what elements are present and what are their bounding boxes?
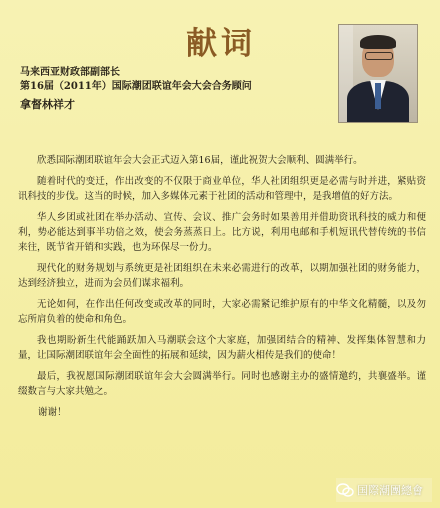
paragraph: 我也期盼新生代能踊跃加入马潮联会这个大家庭，加强团结合的精神、发挥集体智慧和力量，让国际潮团联谊年会全面性的拓展和延续，因为薪火相传是我们的使命！ xyxy=(18,335,426,361)
portrait-hair xyxy=(360,35,396,49)
author-block xyxy=(20,66,330,112)
author-portrait xyxy=(338,24,418,123)
paragraph: 无论如何，在作出任何改变或改革的同时，大家必需紧记维护原有的中华文化精髓，以及勿忘所肩负着的使命和角色。 xyxy=(18,299,426,325)
portrait-glasses xyxy=(365,52,393,60)
paragraph: 华人乡团或社团在举办活动、宣传、会议、推广会务时如果善用并借助资讯科技的威力和便利，势必能达到事半功倍之效，使会务蒸蒸日上。比方说，利用电邮和手机短讯代替传统的书信来往，既节省开销和实践，也为环保尽一份力。 xyxy=(18,212,426,253)
page-title: 献词 xyxy=(186,26,256,62)
portrait-tie xyxy=(375,83,381,109)
author-role: 第16届（2011年）国际潮团联谊年会大会合务顾问 xyxy=(20,81,252,92)
paragraph: 随着时代的变迁，作出改变的不仅限于商业单位，华人社团组织更是必需与时并进，紧贴资讯科技的步伐。这当的时候，加入多媒体元素于社团的活动和管理中，是我增值的好方法。 xyxy=(18,176,426,202)
watermark-text: 国際潮團總會 xyxy=(357,484,423,497)
author-name: 拿督林祥才 xyxy=(20,98,75,111)
paragraph: 欣悉国际潮团联谊年会大会正式迈入第16届，谨此祝贺大会顺利、圆满举行。 xyxy=(37,155,363,166)
speech-body xyxy=(18,153,426,426)
author-position: 马来西亚财政部副部长 xyxy=(20,67,120,78)
paragraph: 现代化的财务规划与系统更是社团组织在未来必需进行的改革，以期加强社团的财务能力，达到经济独立，进而为会员们谋求福利。 xyxy=(18,263,426,289)
watermark xyxy=(336,478,432,502)
closing-line: 谢谢！ xyxy=(38,407,67,418)
paragraph: 最后，我祝愿国际潮团联谊年会大会圆满举行。同时也感谢主办的盛情邀约，共襄盛举。谨缀数言与大家共勉之。 xyxy=(18,371,426,397)
wechat-icon xyxy=(336,483,354,497)
